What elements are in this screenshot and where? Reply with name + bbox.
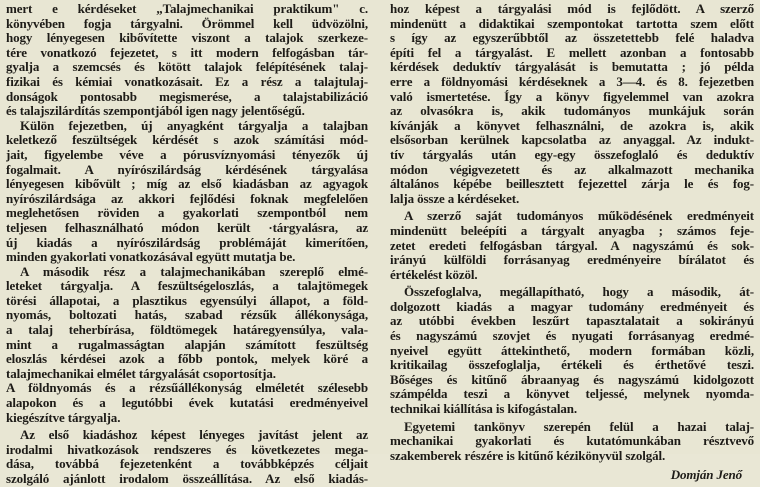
- text-line: donságok pontosabb megismerése, a talajstabilizáció: [6, 89, 368, 104]
- text-line: módon végigvezetett és az alkalmazott mechanika: [390, 162, 754, 177]
- text-line: kiegészítve tárgyalja.: [6, 410, 121, 425]
- text-line: nyomás, boltozati hatás, szabad rézsűk állékonysága,: [6, 308, 368, 323]
- text-line: leteket tárgyalja. A feszültségeloszlás, a talajtömegek: [6, 279, 368, 294]
- text-line: kívánják a könyvet felhasználni, de azokra is, akik: [390, 118, 754, 133]
- text-line: mechanikai gyakorlati és kutatómunkában résztvevő: [390, 434, 754, 449]
- text-line: való ismertetése. Így a könyv figyelemmel van azokra: [390, 89, 754, 104]
- text-line: Összefoglalva, megállapítható, hogy a második, át-: [404, 285, 754, 300]
- text-line: erre a földnyomási kérdéseknek a 3—4. és 8. fejezetben: [390, 74, 754, 89]
- text-line: fizikai és kémiai vonatkozásait. Ez a rész a talajtulaj-: [6, 74, 368, 89]
- text-line: általános képébe beillesztett fejezettel zárja le és fog-: [390, 177, 754, 192]
- text-line: kritikailag összefoglalja, értékeli és érthetővé teszi.: [390, 358, 754, 373]
- text-line: eloszlás kérdései azok a főbb pontok, melyek köré a: [6, 352, 368, 367]
- text-line: talajmechanikai elmélet tárgyalását csoportosítja.: [6, 366, 276, 381]
- text-line: az utóbbi években leszűrt tapasztalatait a sokirányú: [390, 314, 754, 329]
- text-line: irányú külföldi forrásanyag eredményeire bírálatot és: [390, 253, 754, 268]
- text-line: az olvasókra is, akik tudományos munkájuk során: [390, 104, 754, 119]
- text-line: Egyetemi tankönyv szerepén felül a hazai talaj-: [404, 419, 754, 434]
- text-line: szolgáló ajánlott irodalom összeállítása. Az első kiadás-: [6, 472, 368, 486]
- text-line: és nagyszámú szovjet és nyugati forrásanyag eredmé-: [390, 329, 754, 344]
- text-line: elsősorban kerülnek kapcsolatba az anyaggal. Az indukt-: [390, 133, 754, 148]
- text-line: könyvében fogja tárgyalni. Örömmel kell üdvözölni,: [6, 16, 368, 31]
- text-line: mert e kérdéseket „Talajmechanikai praktikum" c.: [6, 2, 368, 16]
- text-line: meglehetősen röviden a gyakorlati szempontból nem: [6, 206, 368, 221]
- text-line: szakemberek részére is kitűnő kézikönyvül szolgál.: [390, 448, 666, 463]
- text-line: tére vonatkozó fejezetet, s itt modern felfogásban tár-: [6, 45, 368, 60]
- text-line: A szerző saját tudományos működésének eredményeit: [404, 209, 754, 224]
- text-line: Az első kiadáshoz képest lényeges javítást jelent az: [20, 428, 368, 443]
- text-line: és talajszilárdítás szempontjából igen nagy jelentőségű.: [6, 104, 305, 119]
- text-line: lalja össze a kérdéseket.: [390, 191, 520, 206]
- text-line: lényegesen kibővült ; míg az első kiadásban az agyagok: [6, 177, 368, 192]
- text-line: zetet eredeti felfogásban tárgyal. A nagyszámú és sok-: [390, 238, 754, 253]
- text-line: A földnyomás és a rézsűállékonyság elméletét szélesebb: [6, 381, 368, 396]
- text-line: dolgozott kiadás a magyar tudomány eredményeit és: [390, 299, 754, 314]
- text-line: tív tárgyalás után egy-egy összefoglaló és deduktív: [390, 147, 754, 162]
- author-signature: Domján Jenő: [670, 468, 742, 483]
- text-line: új kiadás a nyírószilárdság problémáját kimerítően,: [6, 235, 368, 250]
- text-line: A második rész a talajmechanikában szereplő elmé-: [20, 264, 368, 279]
- text-line: fogalmait. A nyírószilárdság kérdésének tárgyalása: [6, 162, 368, 177]
- text-line: kérdések deduktív tárgyalását is bemutatta ; jó példa: [390, 60, 754, 75]
- text-line: keletkező feszültségek kérdését s azok számítási mód-: [6, 133, 368, 148]
- text-line: számpélda teszi a könyvet teljessé, melynek nyomda-: [390, 387, 754, 402]
- text-line: hogy lényegesen kibővítette viszont a talajok szerkeze-: [6, 31, 368, 46]
- text-line: Külön fejezetben, új anyagként tárgyalja a talajban: [20, 118, 368, 133]
- text-line: mint a rugalmasságtan alapján számított feszültség: [6, 337, 368, 352]
- text-line: nyeivel együtt áttekinthető, modern formában közli,: [390, 343, 754, 358]
- text-line: teljesen felhasználható módon került ·tárgyalásra, az: [6, 220, 368, 235]
- text-line: minden gyakorlati vonatkozásával együtt mutatja be.: [6, 250, 296, 265]
- text-line: dása, továbbá fejezetenként a továbbképzés céljait: [6, 457, 368, 472]
- text-line: mindenütt beleépíti a tárgyalt anyagba ; számos feje-: [390, 223, 754, 238]
- text-line: gyalja a szemcsés és kötött talajok felépítésének talaj-: [6, 60, 368, 75]
- text-line: építi fel a tárgyalást. E mellett azonban a fontosabb: [390, 45, 754, 60]
- text-line: Bőséges és kitűnő ábraanyag és nagyszámú kidolgozott: [390, 372, 754, 387]
- text-line: technikai kiállítása is kifogástalan.: [390, 402, 577, 417]
- right-column: [390, 2, 754, 483]
- text-line: jait, figyelembe véve a pórusvíznyomási tényezők új: [6, 147, 368, 162]
- text-line: a talaj teherbírása, földtömegek határegyensúlya, vala-: [6, 323, 368, 338]
- left-column: [6, 2, 368, 487]
- text-line: irodalmi hivatkozások rendszeres és következetes mega-: [6, 442, 368, 457]
- text-line: mindenütt a didaktikai szempontokat tartotta szem előtt: [390, 16, 754, 31]
- text-line: alapokon és a legutóbbi évek kutatási eredményeivel: [6, 396, 368, 411]
- text-line: törési állapotai, a plasztikus egyensúlyi állapot, a föld-: [6, 293, 368, 308]
- text-line: nyírószilárdsága az akkori fejlődési foknak megfelelően: [6, 191, 368, 206]
- text-line: hoz képest a tárgyalási mód is fejlődött. A szerző: [390, 2, 754, 16]
- text-line: értékelést közöl.: [390, 267, 478, 282]
- text-line: s így az egyszerűbbtől az összetettebb felé haladva: [390, 31, 754, 46]
